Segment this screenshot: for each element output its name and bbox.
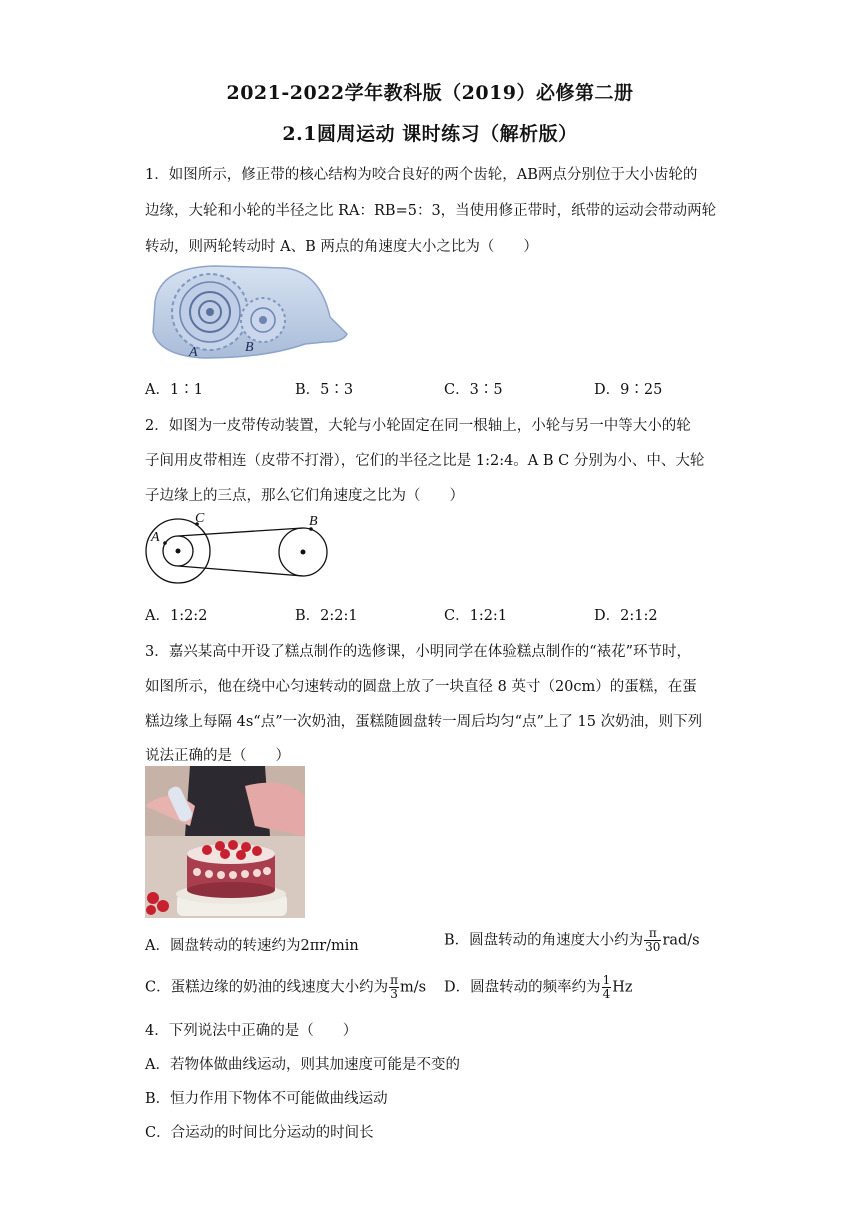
label-a: A — [189, 345, 198, 360]
q2-line2: 子间用皮带相连（皮带不打滑），它们的半径之比是 1:2:4。A B C 分别为小、中、大轮 — [145, 453, 705, 469]
label-b: B — [245, 340, 254, 355]
cake-decorating-photo — [145, 766, 305, 918]
q2-option-b: B．2:2:1 — [295, 608, 358, 624]
fraction-numerator: π — [644, 927, 661, 941]
q3-option-d — [444, 974, 633, 1001]
q1-line1: 1．如图所示，修正带的核心结构为咬合良好的两个齿轮，AB两点分别位于大小齿轮的 — [145, 167, 698, 183]
q4-option-b: B．恒力作用下物体不可能做曲线运动 — [145, 1091, 388, 1107]
q3-option-c-unit: m/s — [399, 979, 427, 996]
q4-option-c: C．合运动的时间比分运动的时间长 — [145, 1125, 374, 1141]
doc-title-line1: 2021-2022学年教科版（2019）必修第二册 — [226, 82, 634, 104]
fraction-denominator: 4 — [602, 987, 611, 1001]
q4-option-a: A．若物体做曲线运动，则其加速度可能是不变的 — [145, 1057, 460, 1073]
q3-line4: 说法正确的是（ ） — [145, 748, 290, 764]
q2-option-c: C．1:2:1 — [444, 608, 508, 624]
fraction-numerator: π — [390, 973, 398, 987]
q1-option-d: D．9∶25 — [594, 382, 663, 398]
q1-option-c: C．3∶5 — [444, 382, 503, 398]
q1-option-a: A．1∶1 — [145, 382, 203, 398]
belt-drive-diagram — [143, 508, 338, 588]
fraction-numerator: 1 — [602, 973, 611, 987]
q2-option-a: A．1:2:2 — [145, 608, 208, 624]
q3-option-d-prefix: D．圆盘转动的频率约为 — [444, 979, 601, 996]
label-b: B — [309, 514, 318, 529]
q3-option-c-fraction — [389, 974, 399, 1001]
q3-option-a: A．圆盘转动的转速约为2πr/min — [145, 938, 359, 954]
q3-option-d-fraction — [602, 974, 612, 1001]
doc-title-line2: 2.1圆周运动 课时练习（解析版） — [282, 123, 578, 145]
q3-option-b-unit: rad/s — [662, 932, 700, 949]
q3-option-b-prefix: B．圆盘转动的角速度大小约为 — [444, 932, 644, 949]
q3-option-b — [444, 927, 700, 954]
fraction-denominator: 30 — [645, 940, 661, 954]
fraction-denominator: 3 — [390, 987, 398, 1001]
q3-option-b-fraction — [644, 927, 661, 954]
q3-line3: 糕边缘上每隔 4s“点”一次奶油，蛋糕随圆盘转一周后均匀“点”上了 15 次奶油，则下列 — [145, 714, 703, 730]
q3-option-d-unit: Hz — [612, 979, 633, 996]
label-c: C — [195, 511, 205, 526]
q1-option-b: B．5∶3 — [295, 382, 354, 398]
q4-line1: 4．下列说法中正确的是（ ） — [145, 1023, 358, 1039]
q2-line3: 子边缘上的三点，那么它们角速度之比为（ ） — [145, 488, 464, 504]
q1-line3: 转动，则两轮转动时 A、B 两点的角速度大小之比为（ ） — [145, 239, 538, 255]
label-a: A — [151, 530, 160, 545]
q3-line1: 3．嘉兴某高中开设了糕点制作的选修课，小明同学在体验糕点制作的“裱花”环节时， — [145, 644, 692, 660]
q2-option-d: D．2:1:2 — [594, 608, 658, 624]
q2-line1: 2．如图为一皮带传动装置，大轮与小轮固定在同一根轴上，小轮与另一中等大小的轮 — [145, 418, 691, 434]
q3-line2: 如图所示，他在绕中心匀速转动的圆盘上放了一块直径 8 英寸（20cm）的蛋糕，在蛋 — [145, 679, 697, 695]
q1-line2: 边缘，大轮和小轮的半径之比 RA：RB=5：3，当使用修正带时，纸带的运动会带动两轮 — [145, 203, 717, 219]
q3-option-c — [145, 974, 426, 1001]
correction-tape-gear-image — [145, 262, 350, 362]
q3-option-c-prefix: C．蛋糕边缘的奶油的线速度大小约为 — [145, 979, 389, 996]
